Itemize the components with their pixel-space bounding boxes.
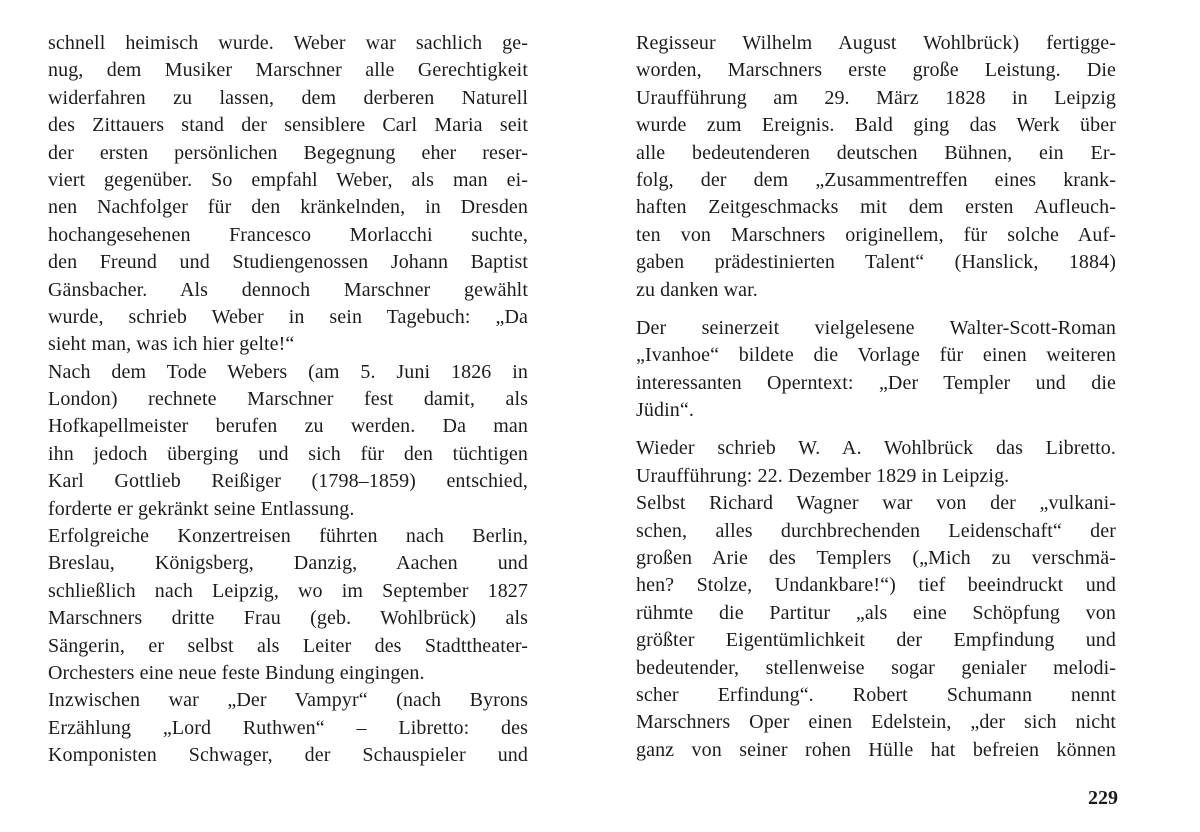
text-line: Uraufführung: 22. Dezember 1829 in Leipzig. [636, 464, 1010, 487]
text-line: Erzählung „Lord Ruthwen“ – Libretto: des [48, 716, 528, 739]
text-line: schen, alles durchbrechenden Leidenschaft“ der [636, 519, 1116, 542]
text-line: nen Nachfolger für den kränkelnden, in Dresden [48, 196, 528, 219]
text-line: alle bedeutenderen deutschen Bühnen, ein Er- [636, 141, 1116, 164]
text-line: Der seinerzeit vielgelesene Walter-Scott-Roman [636, 316, 1116, 339]
text-line: Nach dem Tode Webers (am 5. Juni 1826 in [48, 360, 528, 383]
text-line: Erfolgreiche Konzertreisen führten nach Berlin, [48, 525, 528, 548]
page-number: 229 [1088, 787, 1118, 809]
text-line: gaben prädestinierten Talent“ (Hanslick, 1884) [636, 251, 1116, 274]
text-line: großen Arie des Templers („Mich zu verschmä- [636, 547, 1116, 570]
text-line: haften Zeitgeschmacks mit dem ersten Aufleuch- [636, 196, 1116, 219]
text-line: Jüdin“. [636, 399, 694, 422]
text-line: nug, dem Musiker Marschner alle Gerechtigkeit [48, 59, 528, 82]
text-line: wurde zum Ereignis. Bald ging das Werk über [636, 114, 1116, 137]
text-line: scher Erfindung“. Robert Schumann nennt [636, 683, 1116, 706]
text-line: viert gegenüber. So empfahl Weber, als man ei- [48, 168, 528, 191]
text-line: größter Eigentümlichkeit der Empfindung und [636, 629, 1116, 652]
text-line: Gänsbacher. Als dennoch Marschner gewählt [48, 278, 528, 301]
text-line: folg, der dem „Zusammentreffen eines krank- [636, 168, 1116, 191]
paragraph [636, 435, 1116, 764]
text-line: Marschners dritte Frau (geb. Wohlbrück) als [48, 607, 528, 630]
text-line: interessanten Operntext: „Der Templer und die [636, 371, 1116, 394]
right-text-column [636, 30, 1116, 764]
text-line: des Zittauers stand der sensiblere Carl Maria seit [48, 114, 528, 137]
left-text-column [48, 30, 528, 770]
text-line: den Freund und Studiengenossen Johann Baptist [48, 251, 528, 274]
text-line: ihn jedoch überging und sich für den tüchtigen [48, 442, 528, 465]
text-line: rühmte die Partitur „als eine Schöpfung von [636, 601, 1116, 624]
text-line: Sängerin, er selbst als Leiter des Stadttheater- [48, 634, 528, 657]
text-line: schließlich nach Leipzig, wo im September 1827 [48, 579, 528, 602]
text-line: schnell heimisch wurde. Weber war sachlich ge- [48, 32, 528, 54]
text-line: Komponisten Schwager, der Schauspieler und [48, 744, 528, 767]
text-line: Wieder schrieb W. A. Wohlbrück das Libretto. [636, 437, 1116, 460]
text-line: bedeutender, stellenweise sogar genialer melodi- [636, 656, 1116, 679]
text-line: ganz von seiner rohen Hülle hat befreien können [636, 738, 1116, 761]
text-line: widerfahren zu lassen, dem derberen Naturell [48, 86, 528, 109]
text-line: Orchesters eine neue feste Bindung eingingen. [48, 661, 425, 684]
text-line: Marschners Oper einen Edelstein, „der sich nicht [636, 711, 1116, 734]
text-line: sieht man, was ich hier gelte!“ [48, 333, 295, 356]
paragraph [636, 315, 1116, 425]
paragraph-spacer [636, 304, 1116, 315]
text-line: Karl Gottlieb Reißiger (1798–1859) entschied, [48, 470, 528, 493]
text-line: „Ivanhoe“ bildete die Vorlage für einen weiteren [636, 344, 1116, 367]
paragraph-spacer [636, 424, 1116, 435]
paragraph [636, 30, 1116, 304]
text-line: Inzwischen war „Der Vampyr“ (nach Byrons [48, 689, 528, 712]
text-line: hochangesehenen Francesco Morlacchi suchte, [48, 223, 528, 246]
text-line: ten von Marschners originellem, für solche Auf- [636, 223, 1116, 246]
text-line: der ersten persönlichen Begegnung eher reser- [48, 141, 528, 164]
text-line: forderte er gekränkt seine Entlassung. [48, 497, 355, 520]
text-line: Selbst Richard Wagner war von der „vulkani- [636, 492, 1116, 515]
text-line: hen? Stolze, Undankbare!“) tief beeindruckt und [636, 574, 1116, 597]
text-line: Breslau, Königsberg, Danzig, Aachen und [48, 552, 528, 575]
text-line: Uraufführung am 29. März 1828 in Leipzig [636, 86, 1116, 109]
text-line: Regisseur Wilhelm August Wohlbrück) fertigge- [636, 32, 1116, 54]
text-line: London) rechnete Marschner fest damit, als [48, 388, 528, 411]
text-line: worden, Marschners erste große Leistung. Die [636, 59, 1116, 82]
text-line: wurde, schrieb Weber in sein Tagebuch: „Da [48, 305, 528, 328]
text-line: Hofkapellmeister berufen zu werden. Da man [48, 415, 528, 438]
text-line: zu danken war. [636, 278, 758, 301]
